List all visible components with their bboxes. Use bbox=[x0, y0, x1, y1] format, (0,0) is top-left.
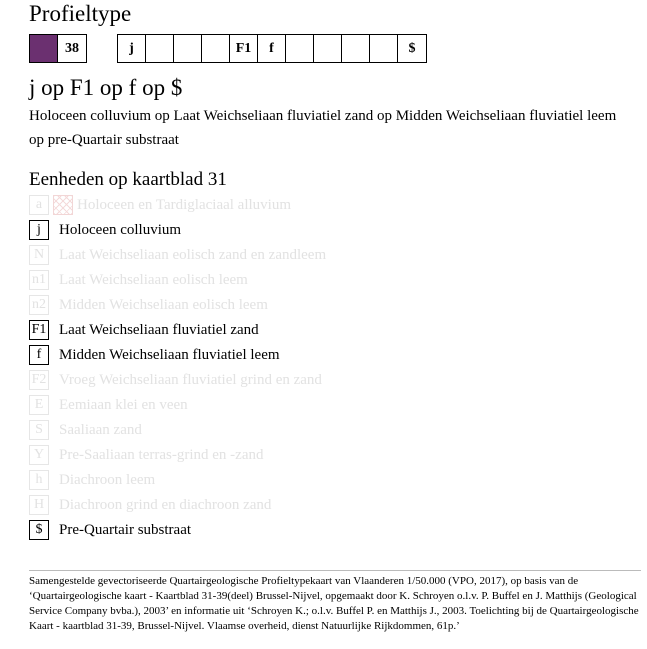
unit-code: f bbox=[29, 345, 49, 365]
profile-id-box bbox=[29, 34, 87, 63]
unit-name: Laat Weichseliaan fluviatiel zand bbox=[59, 321, 259, 338]
source-footnote: Samengestelde gevectoriseerde Quartairgeologische Profieltypekaart van Vlaanderen 1/50.000 (VPO, 2017), op basis van de ‘Quartairgeologische kaart - Kaartblad 31-39(deel) Brussel-Nijvel, opgemaakt door K. Schroyen o.l.v. P. Buffel en J. Matthijs (Geological Service Company bvba.), 2003’ en informatie uit ‘Schroyen K.; o.l.v. Buffel P. en Matthijs J., 2003. Toelichting bij de Quartairgeologische Kaart - kaartblad 31-39, Brussel-Nijvel. Vlaamse overheid, dienst Natuurlijke Rijkdommen, 61p.’ bbox=[29, 575, 639, 632]
unit-name: Saaliaan zand bbox=[59, 421, 142, 438]
unit-name: Diachroon leem bbox=[59, 471, 156, 488]
profile-formula: j op F1 op f op $ bbox=[29, 75, 183, 100]
unit-item bbox=[29, 219, 181, 241]
unit-item bbox=[29, 294, 268, 316]
unit-name: Diachroon grind en diachroon zand bbox=[59, 496, 272, 513]
sequence-slot: f bbox=[258, 35, 286, 62]
page-title: Profieltype bbox=[29, 1, 132, 26]
footer-divider bbox=[29, 570, 641, 571]
unit-item bbox=[29, 519, 191, 541]
unit-item bbox=[29, 344, 280, 366]
unit-item bbox=[29, 394, 188, 416]
unit-item bbox=[29, 194, 291, 216]
unit-name: Holoceen en Tardiglaciaal alluvium bbox=[77, 196, 292, 213]
profile-description: Holoceen colluvium op Laat Weichseliaan fluviatiel zand op Midden Weichseliaan fluviatiel leem op pre-Quartair substraat bbox=[29, 108, 617, 148]
sequence-slot bbox=[342, 35, 370, 62]
hatch-pattern-icon bbox=[53, 195, 73, 215]
profile-sequence-boxes bbox=[117, 34, 427, 63]
unit-item bbox=[29, 444, 264, 466]
sequence-slot bbox=[202, 35, 230, 62]
unit-code: Y bbox=[29, 445, 49, 465]
profile-color-swatch bbox=[30, 35, 58, 62]
unit-name: Midden Weichseliaan eolisch leem bbox=[59, 296, 268, 313]
sequence-slot bbox=[314, 35, 342, 62]
unit-name: Laat Weichseliaan eolisch leem bbox=[59, 271, 248, 288]
unit-code: F2 bbox=[29, 370, 49, 390]
unit-name: Midden Weichseliaan fluviatiel leem bbox=[59, 346, 280, 363]
unit-code: N bbox=[29, 245, 49, 265]
units-heading: Eenheden op kaartblad 31 bbox=[29, 169, 227, 190]
unit-code: j bbox=[29, 220, 49, 240]
unit-name: Vroeg Weichseliaan fluviatiel grind en zand bbox=[59, 371, 322, 388]
unit-item bbox=[29, 369, 322, 391]
sequence-slot bbox=[146, 35, 174, 62]
unit-name: Laat Weichseliaan eolisch zand en zandleem bbox=[59, 246, 327, 263]
sequence-slot bbox=[286, 35, 314, 62]
sequence-slot: $ bbox=[408, 40, 416, 56]
unit-code: H bbox=[29, 495, 49, 515]
unit-code: a bbox=[29, 195, 49, 215]
sequence-slot bbox=[370, 35, 398, 62]
unit-name: Pre-Quartair substraat bbox=[59, 521, 192, 538]
unit-code: F1 bbox=[29, 320, 49, 340]
sequence-slot: j bbox=[118, 35, 146, 62]
unit-item bbox=[29, 469, 155, 491]
unit-item bbox=[29, 419, 142, 441]
unit-code: n1 bbox=[29, 270, 49, 290]
unit-code: h bbox=[29, 470, 49, 490]
unit-name: Pre-Saaliaan terras-grind en -zand bbox=[59, 446, 264, 463]
unit-name: Eemiaan klei en veen bbox=[59, 396, 188, 413]
unit-item bbox=[29, 319, 259, 341]
unit-code: E bbox=[29, 395, 49, 415]
sequence-slot bbox=[174, 35, 202, 62]
unit-item bbox=[29, 494, 271, 516]
unit-code: S bbox=[29, 420, 49, 440]
profile-number: 38 bbox=[65, 40, 79, 56]
unit-item bbox=[29, 244, 326, 266]
unit-code: $ bbox=[29, 520, 49, 540]
unit-code: n2 bbox=[29, 295, 49, 315]
unit-name: Holoceen colluvium bbox=[59, 221, 182, 238]
unit-item bbox=[29, 269, 248, 291]
sequence-slot: F1 bbox=[230, 35, 258, 62]
